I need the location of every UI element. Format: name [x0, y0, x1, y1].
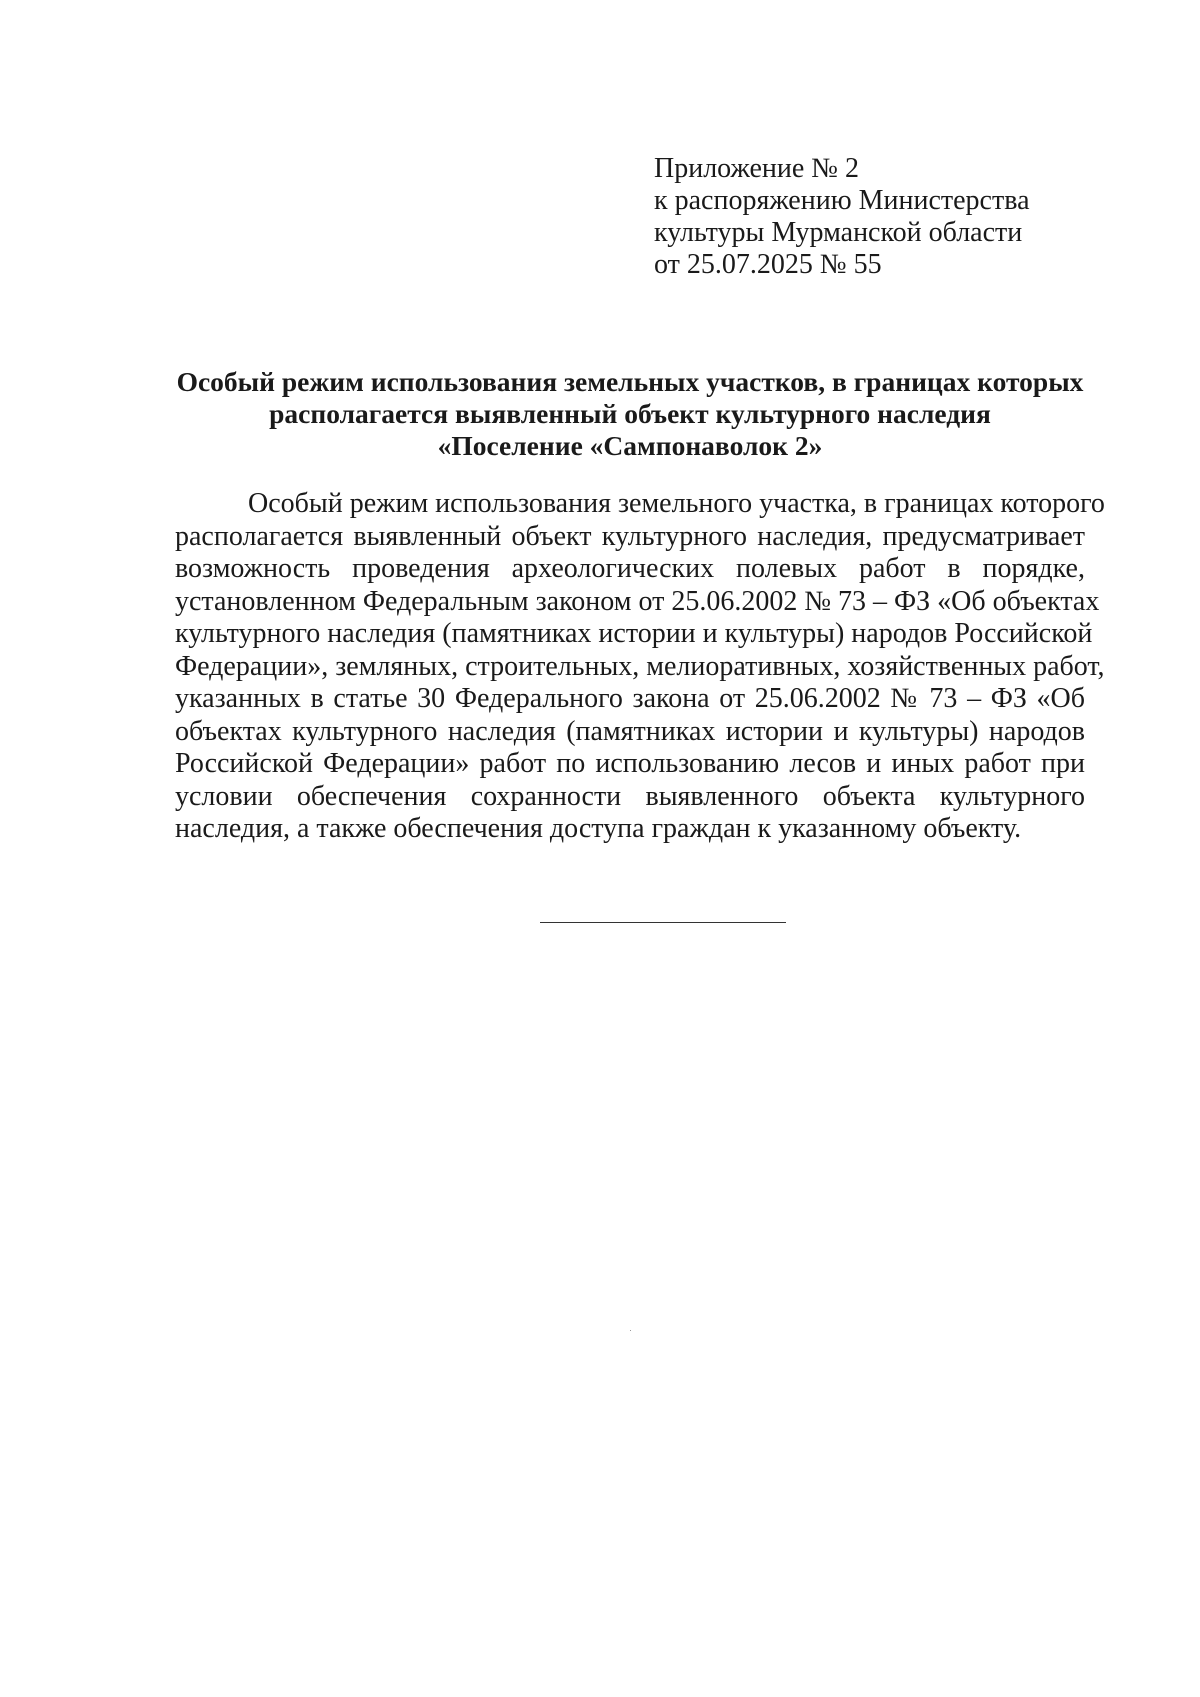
body-line: установленном Федеральным законом от 25.06.2002 № 73 – ФЗ «Об объектах: [175, 585, 1100, 617]
appendix-header: [654, 153, 1074, 281]
title-line: Особый режим использования земельных участков, в границах которых: [176, 366, 1084, 397]
document-title: [175, 366, 1085, 462]
body-paragraph: [175, 488, 1105, 846]
appendix-order-ref: к распоряжению Министерства: [654, 185, 1030, 216]
body-line: Российской Федерации» работ по использованию лесов и иных работ при: [175, 748, 1085, 779]
body-line: возможность проведения археологических полевых работ в порядке,: [175, 553, 1085, 584]
body-line: Особый режим использования земельного участка, в границах которого: [248, 488, 1105, 519]
body-line: указанных в статье 30 Федерального закона от 25.06.2002 № 73 – ФЗ «Об: [175, 683, 1085, 714]
end-separator-line: [540, 922, 786, 923]
body-line: объектах культурного наследия (памятниках истории и культуры) народов: [175, 715, 1085, 747]
body-line: располагается выявленный объект культурного наследия, предусматривает: [175, 520, 1085, 552]
title-line: располагается выявленный объект культурного наследия: [269, 398, 991, 429]
body-line: Федерации», земляных, строительных, мелиоративных, хозяйственных работ,: [175, 650, 1105, 682]
appendix-number: Приложение № 2: [654, 153, 859, 184]
body-line: наследия, а также обеспечения доступа граждан к указанному объекту.: [175, 813, 1022, 844]
scan-speck: [630, 1330, 631, 1331]
appendix-date-number: от 25.07.2025 № 55: [654, 249, 882, 280]
title-line: «Поселение «Сампонаволок 2»: [437, 430, 823, 461]
body-line: культурного наследия (памятниках истории и культуры) народов Российской: [175, 618, 1093, 649]
body-line: условии обеспечения сохранности выявленного объекта культурного: [175, 780, 1085, 812]
appendix-ministry: культуры Мурманской области: [654, 217, 1023, 248]
